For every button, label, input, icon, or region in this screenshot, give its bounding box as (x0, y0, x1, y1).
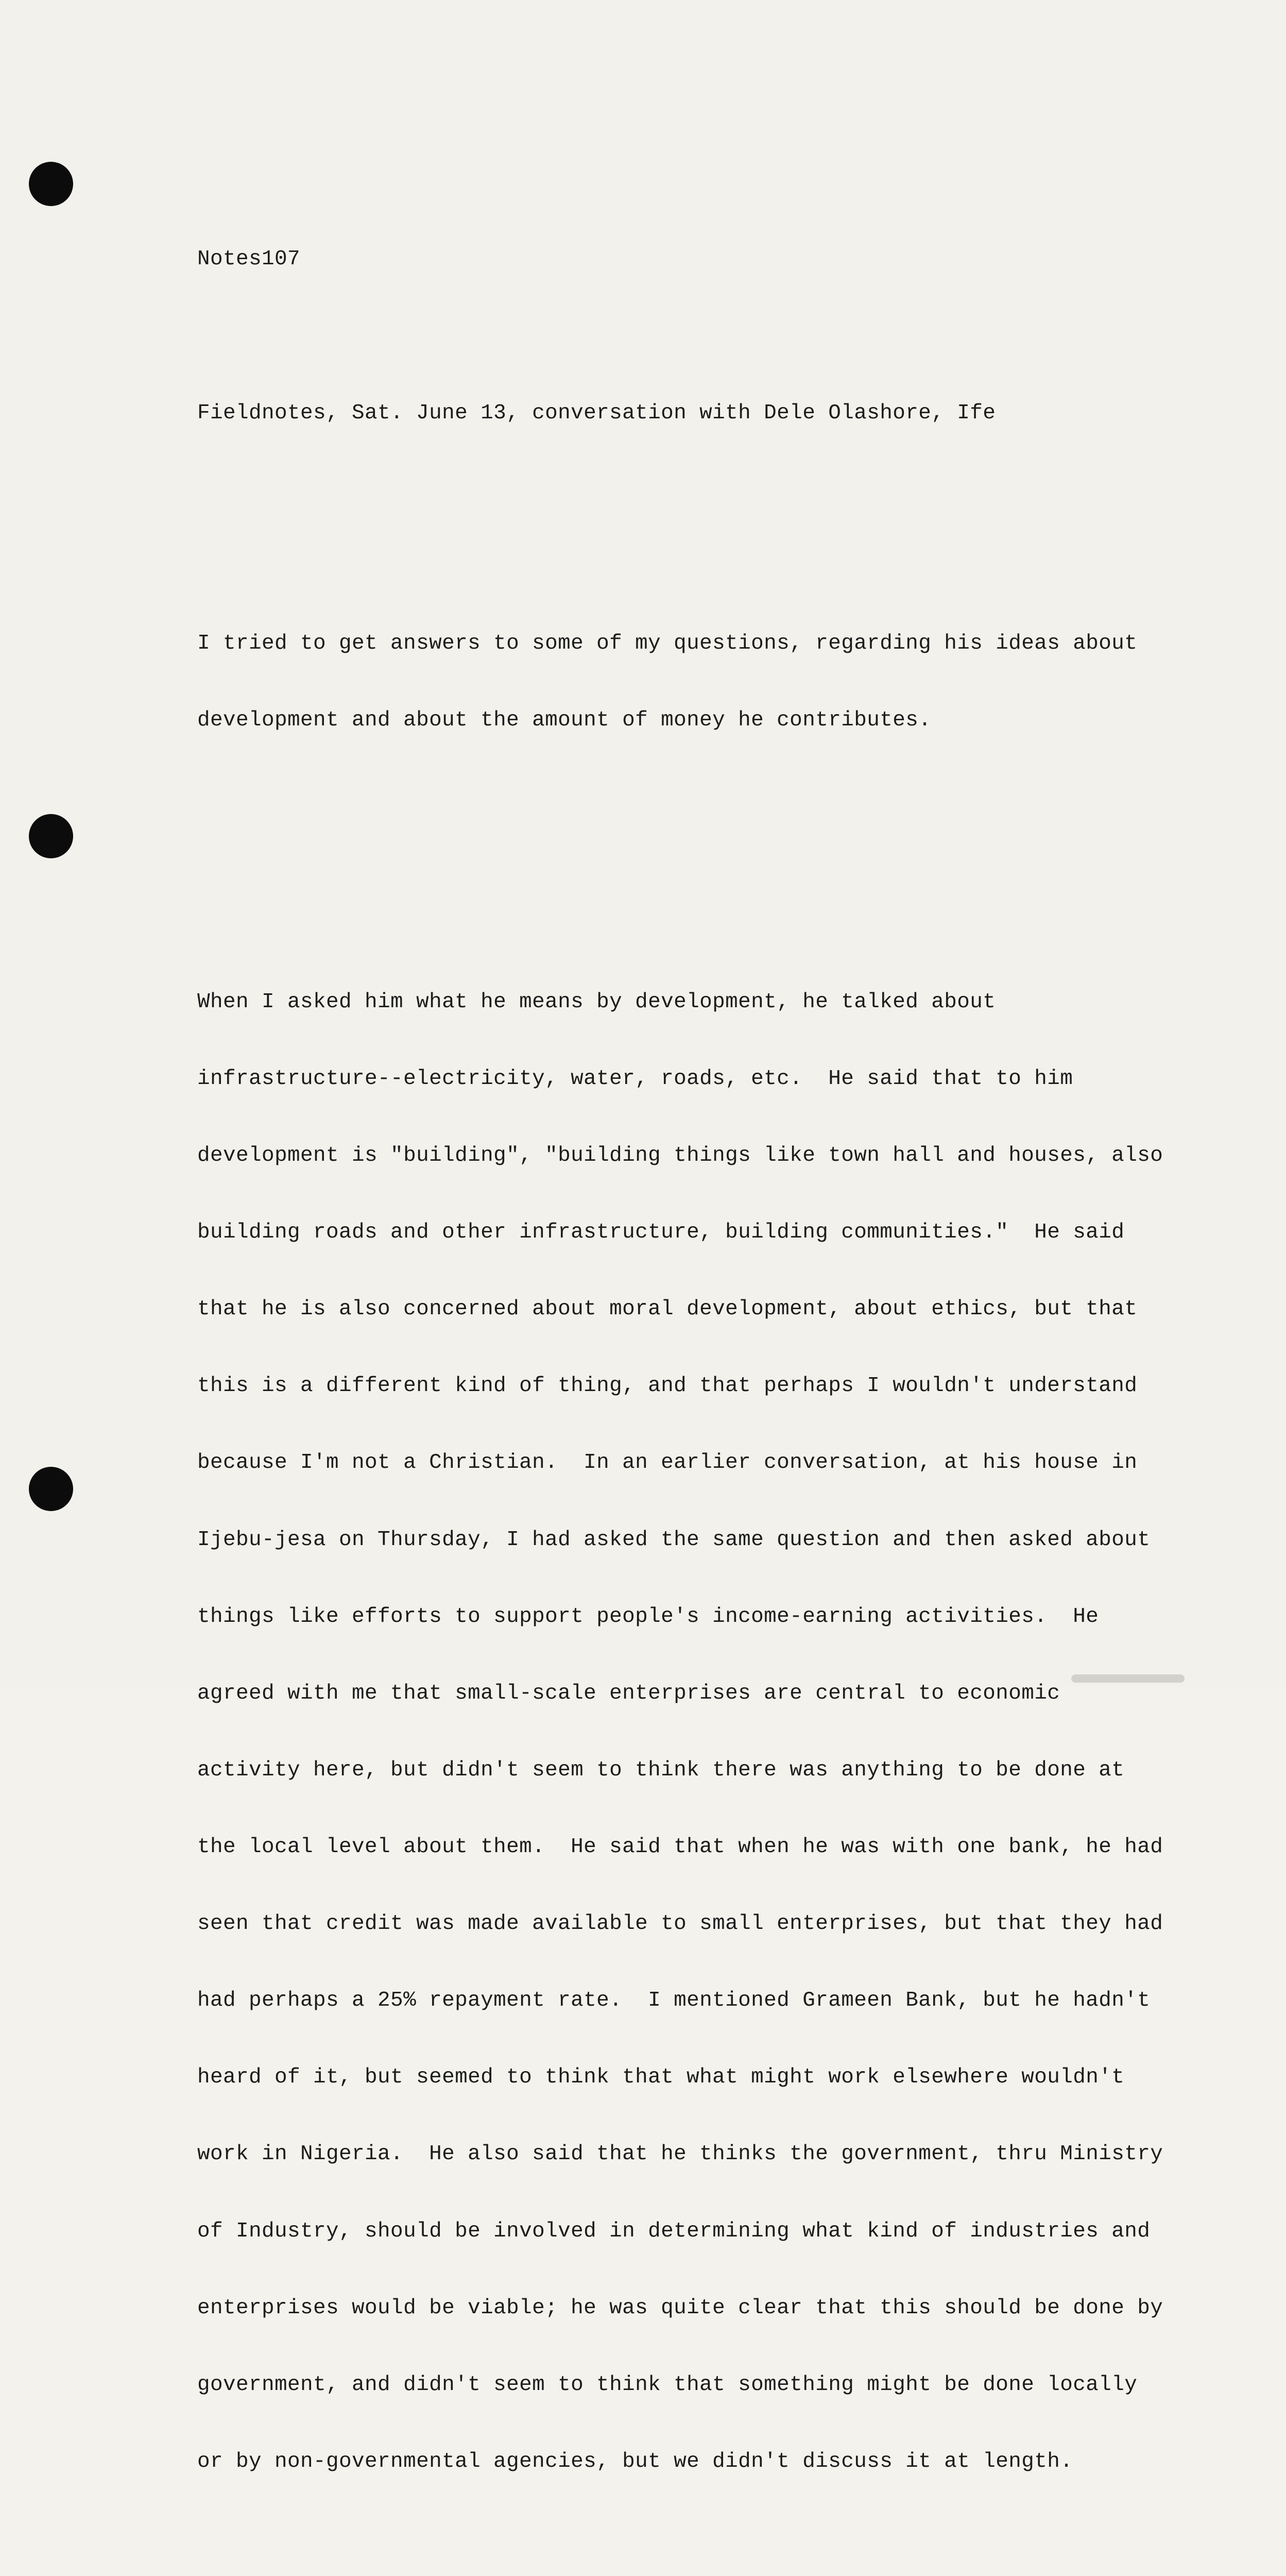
text-line: agreed with me that small-scale enterprises are central to economic (197, 1681, 1060, 1705)
text-line: enterprises would be viable; he was quite clear that this should be done by (197, 2296, 1163, 2320)
text-line: seen that credit was made available to small enterprises, but that they had (197, 1912, 1163, 1936)
text-line: development is "building", "building things like town hall and houses, also (197, 1143, 1163, 1167)
text-line: or by non-governmental agencies, but we didn't discuss it at length. (197, 2449, 1073, 2473)
page-edge-mark (1071, 1674, 1185, 1683)
text-line: heard of it, but seemed to think that what might work elsewhere wouldn't (197, 2065, 1125, 2090)
typed-notes (197, 196, 1165, 2576)
document-heading: Fieldnotes, Sat. June 13, conversation with Dele Olashore, Ife (197, 401, 996, 425)
text-line: I tried to get answers to some of my questions, regarding his ideas about (197, 631, 1138, 655)
text-line: Ijebu-jesa on Thursday, I had asked the same question and then asked about (197, 1528, 1151, 1552)
text-line: activity here, but didn't seem to think there was anything to be done at (197, 1758, 1125, 1782)
punch-hole-bottom (29, 1467, 73, 1511)
text-line: of Industry, should be involved in determining what kind of industries and (197, 2219, 1151, 2243)
text-line: infrastructure--electricity, water, roads, etc. He said that to him (197, 1066, 1073, 1091)
paragraph-2 (197, 938, 1165, 2526)
text-line: government, and didn't seem to think that something might be done locally (197, 2372, 1138, 2397)
text-line: this is a different kind of thing, and that perhaps I wouldn't understand (197, 1374, 1138, 1398)
document-id: Notes107 (197, 247, 301, 272)
text-line: because I'm not a Christian. In an earlier conversation, at his house in (197, 1451, 1138, 1475)
text-line: the local level about them. He said that when he was with one bank, he had (197, 1835, 1163, 1859)
text-line: things like efforts to support people's income-earning activities. He (197, 1604, 1099, 1629)
text-line: had perhaps a 25% repayment rate. I mentioned Grameen Bank, but he hadn't (197, 1989, 1151, 2013)
text-line: that he is also concerned about moral development, about ethics, but that (197, 1297, 1138, 1321)
text-line: development and about the amount of money he contributes. (197, 708, 932, 733)
punch-hole-top (29, 162, 73, 206)
text-line: work in Nigeria. He also said that he thinks the government, thru Ministry (197, 2142, 1163, 2166)
punch-hole-middle (29, 814, 73, 858)
text-line: When I asked him what he means by development, he talked about (197, 990, 996, 1014)
paragraph-1 (197, 580, 1165, 785)
text-line: building roads and other infrastructure, building communities." He said (197, 1221, 1125, 1245)
